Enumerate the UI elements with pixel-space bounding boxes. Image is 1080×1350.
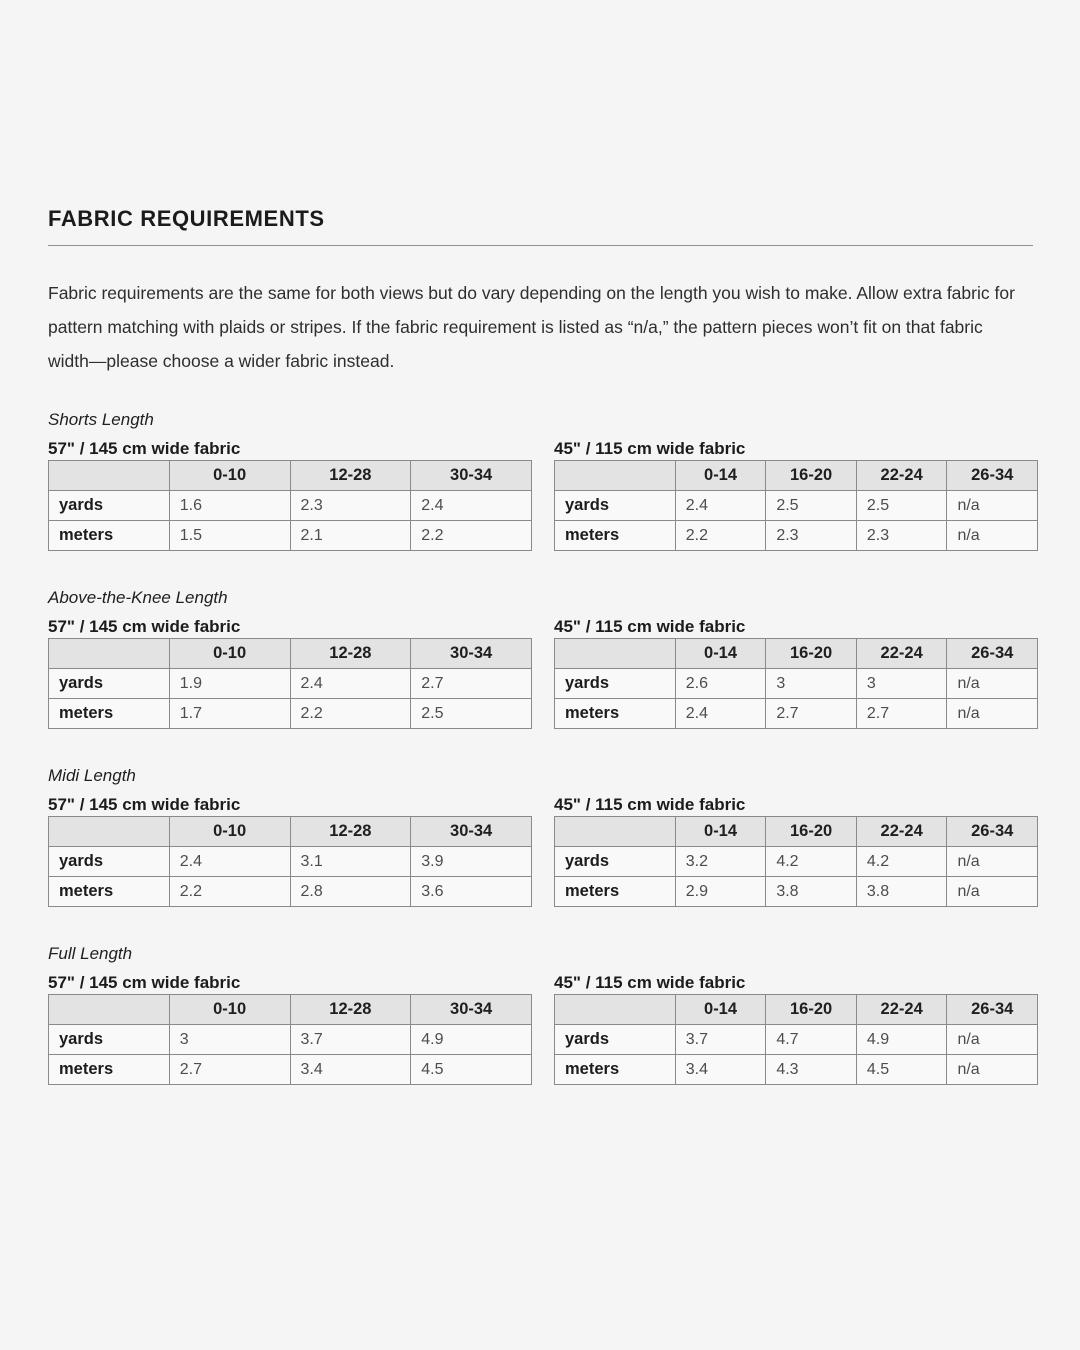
page-title: FABRIC REQUIREMENTS	[48, 206, 325, 231]
yards-row	[49, 847, 532, 877]
meters-row-label: meters	[49, 877, 170, 907]
size-header-cell: 30-34	[411, 817, 532, 847]
wide-fabric-block	[48, 438, 532, 551]
value-cell: 3	[169, 1025, 290, 1055]
value-cell: 1.7	[169, 699, 290, 729]
value-cell: 4.7	[766, 1025, 857, 1055]
section-title: Midi Length	[48, 766, 136, 785]
value-cell: 4.3	[766, 1055, 857, 1085]
meters-row	[49, 1055, 532, 1085]
value-cell: n/a	[947, 669, 1038, 699]
value-cell: 4.5	[411, 1055, 532, 1085]
meters-row	[49, 699, 532, 729]
tables-row	[48, 616, 1038, 729]
narrow-fabric-block	[554, 616, 1038, 729]
value-cell: 2.4	[675, 491, 766, 521]
value-cell: 3	[766, 669, 857, 699]
value-cell: 2.2	[411, 521, 532, 551]
yards-row	[555, 847, 1038, 877]
value-cell: 2.5	[411, 699, 532, 729]
size-header-cell: 0-10	[169, 639, 290, 669]
section-title: Above-the-Knee Length	[48, 588, 228, 607]
size-header-cell: 16-20	[766, 461, 857, 491]
value-cell: 1.9	[169, 669, 290, 699]
wide-fabric-table	[48, 994, 532, 1085]
yards-row	[555, 1025, 1038, 1055]
value-cell: 2.7	[411, 669, 532, 699]
header-row	[555, 995, 1038, 1025]
yards-row	[49, 1025, 532, 1055]
value-cell: n/a	[947, 491, 1038, 521]
tables-row	[48, 972, 1038, 1085]
wide-fabric-label: 57" / 145 cm wide fabric	[48, 617, 241, 636]
value-cell: 2.2	[290, 699, 411, 729]
meters-row	[49, 877, 532, 907]
meters-row	[555, 699, 1038, 729]
meters-row	[555, 877, 1038, 907]
yards-row-label: yards	[555, 669, 676, 699]
value-cell: 2.9	[675, 877, 766, 907]
wide-fabric-block	[48, 972, 532, 1085]
section-shorts-length	[48, 408, 1038, 551]
size-header-cell: 12-28	[290, 461, 411, 491]
corner-cell	[49, 461, 170, 491]
value-cell: 1.6	[169, 491, 290, 521]
value-cell: 2.3	[856, 521, 947, 551]
header-row	[555, 461, 1038, 491]
size-header-cell: 30-34	[411, 639, 532, 669]
corner-cell	[49, 995, 170, 1025]
tables-row	[48, 438, 1038, 551]
size-header-cell: 26-34	[947, 817, 1038, 847]
size-header-cell: 12-28	[290, 817, 411, 847]
header-row	[555, 639, 1038, 669]
value-cell: 2.5	[766, 491, 857, 521]
value-cell: 3.6	[411, 877, 532, 907]
value-cell: 2.3	[290, 491, 411, 521]
corner-cell	[49, 639, 170, 669]
value-cell: 4.5	[856, 1055, 947, 1085]
value-cell: 3.4	[290, 1055, 411, 1085]
size-header-cell: 0-14	[675, 817, 766, 847]
size-header-cell: 26-34	[947, 995, 1038, 1025]
tables-row	[48, 794, 1038, 907]
value-cell: 3.7	[290, 1025, 411, 1055]
wide-fabric-table	[48, 816, 532, 907]
meters-row	[49, 521, 532, 551]
size-header-cell: 16-20	[766, 817, 857, 847]
meters-row-label: meters	[49, 699, 170, 729]
narrow-fabric-block	[554, 972, 1038, 1085]
value-cell: 2.2	[169, 877, 290, 907]
size-header-cell: 0-14	[675, 461, 766, 491]
narrow-fabric-block	[554, 794, 1038, 907]
corner-cell	[555, 995, 676, 1025]
value-cell: 4.9	[856, 1025, 947, 1055]
narrow-fabric-table	[554, 460, 1038, 551]
value-cell: 3.9	[411, 847, 532, 877]
meters-row	[555, 521, 1038, 551]
value-cell: 2.2	[675, 521, 766, 551]
narrow-fabric-table	[554, 816, 1038, 907]
size-header-cell: 26-34	[947, 639, 1038, 669]
size-header-cell: 22-24	[856, 817, 947, 847]
size-header-cell: 30-34	[411, 461, 532, 491]
yards-row-label: yards	[555, 491, 676, 521]
header-row	[49, 639, 532, 669]
value-cell: 2.1	[290, 521, 411, 551]
meters-row-label: meters	[555, 1055, 676, 1085]
yards-row-label: yards	[49, 669, 170, 699]
narrow-fabric-label: 45" / 115 cm wide fabric	[554, 973, 746, 992]
size-header-cell: 26-34	[947, 461, 1038, 491]
size-header-cell: 0-10	[169, 817, 290, 847]
size-header-cell: 22-24	[856, 995, 947, 1025]
value-cell: n/a	[947, 847, 1038, 877]
section-midi-length	[48, 764, 1038, 907]
value-cell: 3.2	[675, 847, 766, 877]
wide-fabric-label: 57" / 145 cm wide fabric	[48, 795, 241, 814]
value-cell: 2.4	[290, 669, 411, 699]
size-header-cell: 16-20	[766, 995, 857, 1025]
size-header-cell: 30-34	[411, 995, 532, 1025]
header-row	[49, 817, 532, 847]
wide-fabric-table	[48, 638, 532, 729]
size-header-cell: 0-10	[169, 995, 290, 1025]
value-cell: 2.5	[856, 491, 947, 521]
value-cell: 3.4	[675, 1055, 766, 1085]
size-header-cell: 16-20	[766, 639, 857, 669]
wide-fabric-block	[48, 616, 532, 729]
value-cell: 2.4	[411, 491, 532, 521]
value-cell: 2.4	[675, 699, 766, 729]
value-cell: 2.7	[766, 699, 857, 729]
size-header-cell: 22-24	[856, 639, 947, 669]
value-cell: 3	[856, 669, 947, 699]
narrow-fabric-label: 45" / 115 cm wide fabric	[554, 439, 746, 458]
yards-row	[555, 491, 1038, 521]
corner-cell	[555, 817, 676, 847]
yards-row-label: yards	[555, 1025, 676, 1055]
value-cell: n/a	[947, 699, 1038, 729]
narrow-fabric-label: 45" / 115 cm wide fabric	[554, 617, 746, 636]
narrow-fabric-table	[554, 994, 1038, 1085]
title-divider	[48, 245, 1033, 246]
value-cell: 2.4	[169, 847, 290, 877]
value-cell: 2.7	[856, 699, 947, 729]
value-cell: 2.6	[675, 669, 766, 699]
yards-row-label: yards	[49, 491, 170, 521]
size-header-cell: 22-24	[856, 461, 947, 491]
size-header-cell: 12-28	[290, 995, 411, 1025]
value-cell: 3.1	[290, 847, 411, 877]
value-cell: 2.3	[766, 521, 857, 551]
section-full-length	[48, 942, 1038, 1085]
section-above-the-knee-length	[48, 586, 1038, 729]
value-cell: 3.7	[675, 1025, 766, 1055]
intro-paragraph: Fabric requirements are the same for both views but do vary depending on the length you wish to make. Allow extra fabric for pattern matching with plaids or stripes. If the fabric requirement is listed as “n/a,” the pattern pieces won’t fit on that fabric width—please choose a wider fabric instead.	[48, 283, 1015, 371]
corner-cell	[555, 461, 676, 491]
value-cell: n/a	[947, 521, 1038, 551]
yards-row-label: yards	[555, 847, 676, 877]
meters-row-label: meters	[555, 699, 676, 729]
meters-row-label: meters	[49, 521, 170, 551]
narrow-fabric-block	[554, 438, 1038, 551]
value-cell: 2.8	[290, 877, 411, 907]
wide-fabric-label: 57" / 145 cm wide fabric	[48, 973, 241, 992]
meters-row-label: meters	[555, 521, 676, 551]
wide-fabric-table	[48, 460, 532, 551]
narrow-fabric-table	[554, 638, 1038, 729]
section-title: Shorts Length	[48, 410, 154, 429]
corner-cell	[555, 639, 676, 669]
value-cell: n/a	[947, 1025, 1038, 1055]
size-header-cell: 12-28	[290, 639, 411, 669]
yards-row	[49, 669, 532, 699]
value-cell: n/a	[947, 877, 1038, 907]
yards-row	[555, 669, 1038, 699]
yards-row-label: yards	[49, 1025, 170, 1055]
value-cell: 1.5	[169, 521, 290, 551]
yards-row	[49, 491, 532, 521]
section-title: Full Length	[48, 944, 133, 963]
meters-row-label: meters	[49, 1055, 170, 1085]
value-cell: 4.9	[411, 1025, 532, 1055]
header-row	[555, 817, 1038, 847]
value-cell: 4.2	[766, 847, 857, 877]
meters-row-label: meters	[555, 877, 676, 907]
size-header-cell: 0-10	[169, 461, 290, 491]
size-header-cell: 0-14	[675, 639, 766, 669]
value-cell: 3.8	[856, 877, 947, 907]
size-header-cell: 0-14	[675, 995, 766, 1025]
corner-cell	[49, 817, 170, 847]
narrow-fabric-label: 45" / 115 cm wide fabric	[554, 795, 746, 814]
value-cell: 3.8	[766, 877, 857, 907]
wide-fabric-label: 57" / 145 cm wide fabric	[48, 439, 241, 458]
value-cell: n/a	[947, 1055, 1038, 1085]
value-cell: 2.7	[169, 1055, 290, 1085]
value-cell: 4.2	[856, 847, 947, 877]
meters-row	[555, 1055, 1038, 1085]
header-row	[49, 461, 532, 491]
yards-row-label: yards	[49, 847, 170, 877]
wide-fabric-block	[48, 794, 532, 907]
header-row	[49, 995, 532, 1025]
